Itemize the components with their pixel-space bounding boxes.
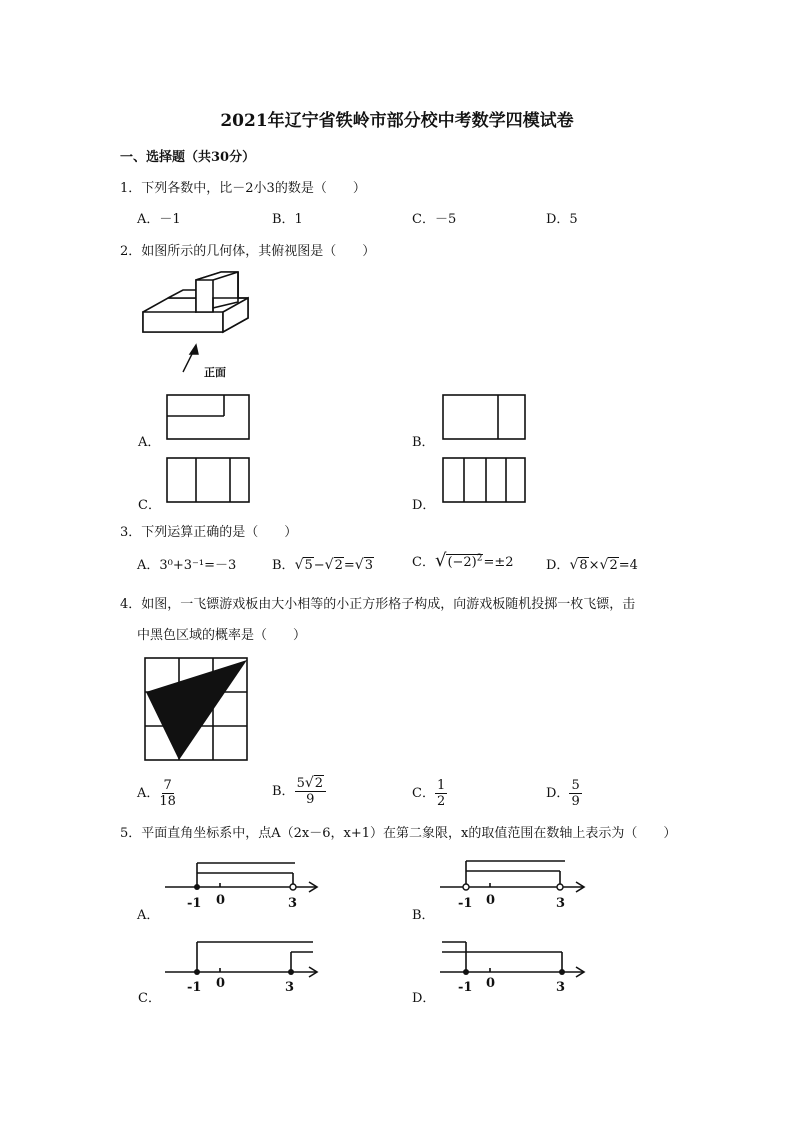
fraction (569, 778, 581, 809)
section-heading: 一、选择题（共30分） (120, 150, 256, 165)
tick-label-neg1: -1 (187, 896, 202, 911)
shaded-triangle (146, 660, 247, 760)
denominator: 9 (306, 792, 315, 807)
fraction (295, 776, 326, 807)
tick-label-neg1: -1 (458, 980, 473, 995)
question-5-option-d[interactable]: D． (412, 991, 436, 1006)
radicand (446, 554, 483, 570)
question-1-option-d[interactable]: D．5 (546, 212, 578, 227)
radicand: 3 (364, 558, 373, 573)
question-5-option-c[interactable]: C． (138, 991, 161, 1006)
denominator: 2 (436, 794, 446, 809)
tick-label-0: 0 (216, 893, 226, 908)
sqrt-symbol: √ (569, 557, 579, 573)
exponent: 2 (476, 553, 483, 564)
sqrt-symbol: √ (294, 557, 304, 573)
question-4-stem-line-2: 中黑色区域的概率是（ ） (137, 628, 307, 643)
tick-label-3: 3 (288, 896, 298, 911)
question-4-option-b[interactable] (272, 776, 326, 807)
radicand: 5 (304, 558, 313, 573)
option-b-top-view (442, 394, 526, 440)
question-4-option-d[interactable] (546, 778, 582, 809)
question-2-option-d[interactable]: D． (412, 498, 436, 513)
option-label: D． (546, 558, 570, 573)
equals: =±2 (483, 555, 514, 570)
question-1-option-b[interactable]: B．1 (272, 212, 303, 227)
question-5-option-a[interactable]: A． (137, 908, 160, 923)
front-view-label: 正面 (204, 366, 226, 379)
question-5-stem: 5．平面直角坐标系中，点A（2x－6，x+1）在第二象限，x的取值范围在数轴上表示为（ ） (120, 826, 677, 841)
question-2-option-b[interactable]: B． (412, 435, 435, 450)
sqrt-symbol: √ (434, 550, 447, 571)
question-1-option-c[interactable]: C．－5 (412, 212, 457, 227)
question-3-option-b[interactable] (272, 554, 374, 573)
page-title: 2021年辽宁省铁岭市部分校中考数学四模试卷 (220, 111, 574, 131)
tick-label-neg1: -1 (187, 980, 202, 995)
option-c-top-view (166, 457, 250, 503)
radicand: 2 (609, 558, 618, 573)
sqrt-symbol: √ (304, 775, 314, 791)
equals: =4 (618, 558, 638, 573)
tick-label-3: 3 (556, 980, 566, 995)
question-5-option-b[interactable]: B． (412, 908, 435, 923)
question-2-option-a[interactable]: A． (138, 435, 161, 450)
radicand: 8 (579, 558, 588, 573)
tick-label-3: 3 (556, 896, 566, 911)
coefficient: 5 (296, 776, 305, 791)
geometry-solid-figure (138, 270, 258, 380)
tick-label-3: 3 (285, 980, 295, 995)
question-3-option-d[interactable] (546, 554, 638, 573)
question-4-stem-line-1: 4．如图，一飞镖游戏板由大小相等的小正方形格子构成，向游戏板随机投掷一枚飞镖，击 (120, 597, 636, 612)
numerator (295, 776, 326, 792)
numerator: 7 (163, 778, 172, 793)
option-label: A． (137, 786, 160, 801)
sqrt-symbol: √ (354, 557, 364, 573)
sqrt-symbol: √ (599, 557, 609, 573)
radicand: 2 (334, 558, 343, 573)
question-4-option-c[interactable] (412, 778, 447, 809)
option-label: B． (272, 784, 295, 799)
option-label: D． (546, 786, 570, 801)
option-d-top-view (442, 457, 526, 503)
equals: = (343, 558, 355, 573)
question-1-stem: 1．下列各数中，比－2小3的数是（ ） (120, 181, 366, 196)
tick-label-0: 0 (486, 893, 496, 908)
numerator: 5 (571, 778, 580, 793)
option-label: C． (412, 786, 435, 801)
fraction (435, 778, 447, 809)
sqrt-symbol: √ (324, 557, 334, 573)
operator: − (313, 558, 325, 573)
operator: × (588, 558, 600, 573)
option-label: C． (412, 555, 435, 570)
option-label: B． (272, 558, 295, 573)
tick-label-neg1: -1 (458, 896, 473, 911)
question-3-option-a[interactable]: A．3⁰+3⁻¹=－3 (137, 558, 237, 573)
radicand-base: (−2) (447, 555, 477, 570)
denominator: 18 (159, 794, 176, 809)
dartboard-grid-figure (144, 657, 250, 763)
tick-label-0: 0 (486, 976, 496, 991)
question-3-stem: 3．下列运算正确的是（ ） (120, 525, 298, 540)
tick-label-0: 0 (216, 976, 226, 991)
question-2-option-c[interactable]: C． (138, 498, 161, 513)
radicand: 2 (314, 776, 324, 791)
fraction (159, 778, 176, 809)
question-2-stem: 2．如图所示的几何体，其俯视图是（ ） (120, 244, 376, 259)
question-1-option-a[interactable]: A．－1 (137, 212, 181, 227)
denominator: 9 (571, 794, 580, 809)
question-4-option-a[interactable] (137, 778, 176, 809)
numerator: 1 (436, 778, 446, 793)
question-3-option-c[interactable] (412, 550, 514, 571)
option-a-top-view (166, 394, 250, 440)
